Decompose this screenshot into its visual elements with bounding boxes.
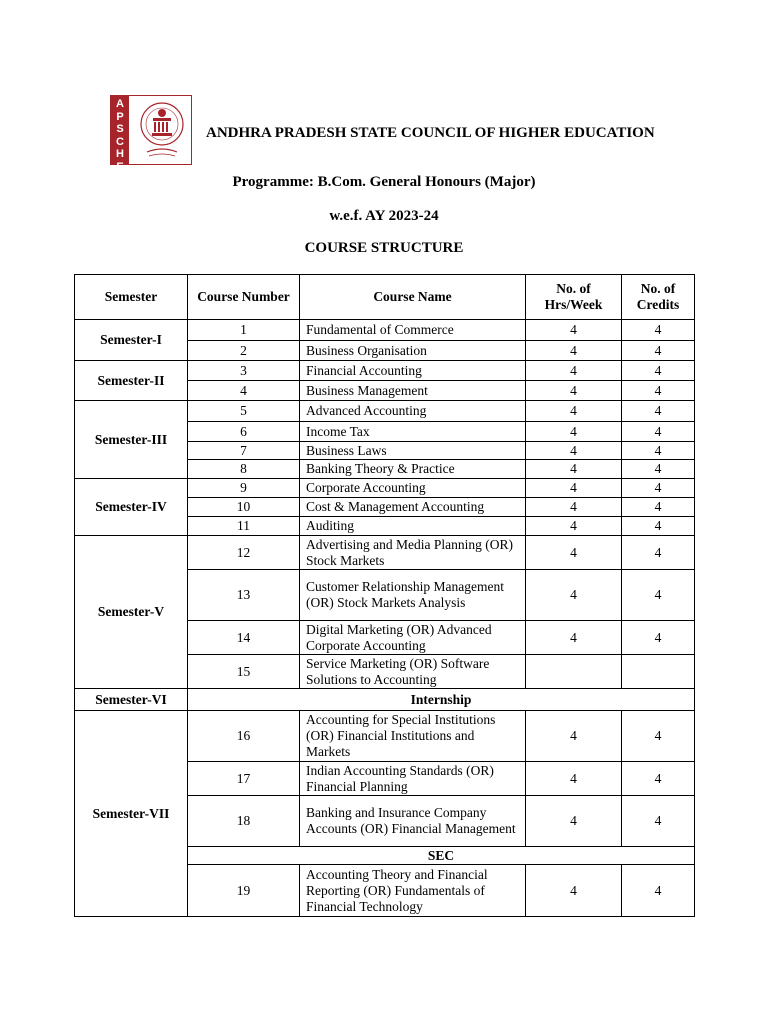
hrs-week: 4 [526,865,622,917]
course-number: 13 [188,570,300,621]
course-number: 17 [188,762,300,796]
credits: 4 [622,381,695,401]
course-name: Auditing [300,517,526,536]
semester-label: Semester-VII [75,711,188,917]
credits: 4 [622,498,695,517]
course-number: 12 [188,536,300,570]
hrs-week: 4 [526,517,622,536]
semester-label: Semester-I [75,320,188,361]
hrs-week: 4 [526,570,622,621]
logo-letter: P [116,110,124,123]
course-number: 4 [188,381,300,401]
sec-label: SEC [188,847,695,865]
course-number: 1 [188,320,300,341]
hrs-week: 4 [526,621,622,655]
council-name: ANDHRA PRADESH STATE COUNCIL OF HIGHER EDUCATION [206,125,655,141]
table-row [75,361,695,381]
hrs-week: 4 [526,422,622,442]
credits: 4 [622,442,695,460]
credits: 4 [622,711,695,762]
credits: 4 [622,341,695,361]
hrs-week: 4 [526,381,622,401]
course-number: 10 [188,498,300,517]
table-row [75,401,695,422]
course-name: Service Marketing (OR) Software Solutions to Accounting [300,655,526,689]
course-number: 19 [188,865,300,917]
course-name: Advertising and Media Planning (OR) Stock Markets [300,536,526,570]
table-row [75,689,695,711]
hrs-week: 4 [526,341,622,361]
header-hrs-week: No. of Hrs/Week [526,275,622,320]
credits [622,655,695,689]
course-number: 14 [188,621,300,655]
course-number: 18 [188,796,300,847]
course-structure-table [74,274,695,917]
course-name: Fundamental of Commerce [300,320,526,341]
hrs-week: 4 [526,498,622,517]
hrs-week: 4 [526,711,622,762]
header-semester: Semester [75,275,188,320]
document-header [110,95,710,173]
course-name: Indian Accounting Standards (OR) Financial Planning [300,762,526,796]
section-title: COURSE STRUCTURE [304,240,464,256]
semester-label: Semester-V [75,536,188,689]
logo-letter: S [116,123,124,135]
hrs-week: 4 [526,796,622,847]
course-name: Advanced Accounting [300,401,526,422]
semester-label: Semester-III [75,401,188,479]
course-name: Business Laws [300,442,526,460]
course-name: Business Management [300,381,526,401]
course-number: 2 [188,341,300,361]
credits: 4 [622,796,695,847]
table-header-row [75,275,695,320]
hrs-week: 4 [526,460,622,479]
course-name: Financial Accounting [300,361,526,381]
credits: 4 [622,422,695,442]
credits: 4 [622,401,695,422]
table-row [75,320,695,341]
course-name: Business Organisation [300,341,526,361]
course-name: Cost & Management Accounting [300,498,526,517]
table-row [75,479,695,498]
hrs-week: 4 [526,401,622,422]
logo-letter: H [116,148,124,160]
course-name: Customer Relationship Management (OR) Stock Markets Analysis [300,570,526,621]
logo-letter: A [116,98,124,110]
hrs-week: 4 [526,320,622,341]
programme-title: Programme: B.Com. General Honours (Major) [232,174,536,190]
course-name: Income Tax [300,422,526,442]
course-number: 11 [188,517,300,536]
hrs-week: 4 [526,361,622,381]
internship-label: Internship [188,689,695,711]
hrs-week: 4 [526,762,622,796]
course-name: Corporate Accounting [300,479,526,498]
credits: 4 [622,570,695,621]
hrs-week: 4 [526,479,622,498]
logo-acronym-strip [111,96,129,173]
credits: 4 [622,621,695,655]
credits: 4 [622,762,695,796]
credits: 4 [622,517,695,536]
course-number: 5 [188,401,300,422]
table-row [75,711,695,762]
hrs-week: 4 [526,536,622,570]
semester-label: Semester-VI [75,689,188,711]
emblem-icon [133,98,191,164]
course-number: 6 [188,422,300,442]
course-number: 3 [188,361,300,381]
course-name: Accounting Theory and Financial Reporting (OR) Fundamentals of Financial Technology [300,865,526,917]
hrs-week [526,655,622,689]
course-name: Banking and Insurance Company Accounts (OR) Financial Management [300,796,526,847]
semester-label: Semester-II [75,361,188,401]
header-course-name: Course Name [300,275,526,320]
course-number: 15 [188,655,300,689]
logo-letter: C [116,135,124,148]
course-number: 8 [188,460,300,479]
course-name: Banking Theory & Practice [300,460,526,479]
credits: 4 [622,865,695,917]
logo-letter: E [116,160,124,173]
course-name: Digital Marketing (OR) Advanced Corporate Accounting [300,621,526,655]
header-credits: No. of Credits [622,275,695,320]
credits: 4 [622,479,695,498]
course-name: Accounting for Special Institutions (OR) Financial Institutions and Markets [300,711,526,762]
credits: 4 [622,361,695,381]
credits: 4 [622,536,695,570]
hrs-week: 4 [526,442,622,460]
apsche-logo [110,95,192,173]
header-course-number: Course Number [188,275,300,320]
semester-label: Semester-IV [75,479,188,536]
table-row [75,536,695,570]
course-number: 16 [188,711,300,762]
course-number: 7 [188,442,300,460]
credits: 4 [622,320,695,341]
effective-year: w.e.f. AY 2023-24 [329,208,439,224]
credits: 4 [622,460,695,479]
course-number: 9 [188,479,300,498]
